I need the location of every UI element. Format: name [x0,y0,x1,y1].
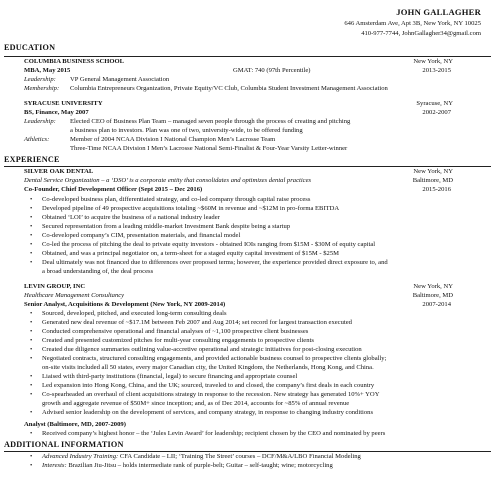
role-title: Senior Analyst, Acquisitions & Development (New York, NY 2009-2014) [24,301,226,308]
bullet-icon: • [30,409,33,416]
athletics-text: Member of 2004 NCAA Division I National Champion Men’s Lacrosse Team [70,136,276,143]
school-name: SYRACUSE UNIVERSITY [24,100,103,107]
company-line [0,167,495,176]
training-text: CFA Candidate – LII; ‘Training The Street’ courses – DCF/M&A/LBO Financial Modeling [119,453,361,460]
education-heading: EDUCATION [4,43,56,52]
company-tagline: Dental Service Organization – a ‘DSO’ is a corporate entity that consolidates and optimizes dental practices [24,177,312,184]
list-item: • Conducted comprehensive operational and financial analyses of ~1,100 prospective client businesses [30,328,309,335]
athletics-text: Three-Time NCAA Division I Men’s Lacrosse National Semi-Finalist & Four-Year Varsity Letter-winner [70,145,348,152]
leadership-line-cont [0,126,495,135]
role-dates: 2015-2016 [422,186,451,193]
leadership-text: Elected CEO of Business Plan Team – managed seven people through the process of creating and pitching [70,118,351,125]
list-item: • Liaised with third-party institutions (financial, legal) to secure financing and appropriate counsel [30,373,298,380]
degree-dates: 2002-2007 [422,109,451,116]
athletics-line [0,135,495,144]
list-item-cont: growth and aggregate revenue of $50M+ since inception; and, as of Dec 2014, accounts for ~85% of annual revenue [42,400,350,407]
school-name: COLUMBIA BUSINESS SCHOOL [24,58,125,65]
leadership-label: Leadership: [24,118,56,125]
phone-email: 410-977-7744, JohnGallagher34@gmail.com [361,30,481,37]
list-item: • Co-developed business plan, differentiated strategy, and co-led company through capital raise process [30,196,311,203]
experience-heading: EXPERIENCE [4,155,60,164]
list-item: • Negotiated contracts, structured consulting engagements, and provided actionable business counsel to prospective clients globally; [30,355,387,362]
bullet-icon: • [30,196,33,203]
degree-dates: 2013-2015 [422,67,451,74]
list-item [0,461,495,470]
interests-label: Interests: [42,462,67,469]
list-item-cont: on-site visits included all 50 states, every major Canadian city, the United Kingdom, the Netherlands, Hong Kong, and China. [42,364,374,371]
list-item: • Co-spearheaded an overhaul of client acquisitions strategy in response to the recession. New strategy has generated 10%+ YOY [30,391,380,398]
list-item: • Advised senior leadership on the development of services, and company strategy, in response to changing industry conditions [30,409,374,416]
bullet-icon: • [30,462,33,469]
list-item: • Secured representation from a leading middle-market Investment Bank despite being a startup [30,223,291,230]
bullet-icon: • [30,346,33,353]
membership-line [0,84,495,93]
bullet-icon: • [30,319,33,326]
bullet-icon: • [30,382,33,389]
bullet-icon: • [30,430,33,437]
degree: BS, Finance, May 2007 [24,109,89,116]
list-item: • Obtained, and was a principal negotiator on, a term-sheet for a staged equity capital investment of $15M - $25M [30,250,339,257]
bullet-icon: • [30,453,33,460]
school-location: Syracuse, NY [416,100,453,107]
company-tagline-line [0,176,495,185]
training-label: Advanced Industry Training: [42,453,119,460]
list-item: • Co-led the process of pitching the deal to private equity investors - obtained IOIs ranging from $15M - $30M of equity capital [30,241,376,248]
athletics-label: Athletics: [24,136,50,143]
leadership-line [0,75,495,84]
list-item: • Obtained ‘LOI’ to acquire the business of a national industry leader [30,214,220,221]
leadership-text: VP General Management Association [70,76,170,83]
role-title: Co-Founder, Chief Development Officer (Sept 2015 – Dec 2016) [24,186,203,193]
list-item: • Received company’s highest honor – the ‘Jules Levin Award’ for leadership; recipient chosen by the CEO and nominated by peers [30,430,386,437]
company-tagline: Healthcare Management Consultancy [24,292,125,299]
list-item: • Co-developed company’s CIM, presentation materials, and financial model [30,232,241,239]
candidate-name: JOHN GALLAGHER [396,7,481,17]
bullet-icon: • [30,355,33,362]
company-location: New York, NY [413,168,453,175]
bullet-icon: • [30,232,33,239]
degree: MBA, May 2015 [24,67,71,74]
list-item: • Developed pipeline of 49 prospective acquisitions totaling ~$60M in revenue and ~$12M in pro-forma EBITDA [30,205,340,212]
list-item: • Deal ultimately was not financed due to differences over proposed terms; however, the experience provided direct exposure to, and [30,259,388,266]
bullet-icon: • [30,205,33,212]
company-tagline-line [0,291,495,300]
role-line [0,420,495,429]
gmat-score: GMAT: 740 (97th Percentile) [233,67,311,74]
degree-line [0,66,495,75]
bullet-icon: • [30,373,33,380]
bullet-icon: • [30,250,33,257]
bullet-icon: • [30,391,33,398]
list-item-cont: a broad understanding of, the deal process [42,268,154,275]
bullet-icon: • [30,337,33,344]
bullet-icon: • [30,259,33,266]
list-item: • Generated new deal revenue of ~$17.1M between Feb 2007 and Aug 2014; set record for largest transaction executed [30,319,352,326]
company-name: LEVIN GROUP, INC [24,283,86,290]
education-entry [0,57,495,66]
bullet-icon: • [30,241,33,248]
role-dates: 2007-2014 [422,301,451,308]
leadership-label: Leadership: [24,76,56,83]
role-line [0,185,495,194]
list-item: • Led expansion into Hong Kong, China, and the UK; sourced, traveled to and closed, the company’s first deals in each country [30,382,375,389]
company-location: New York, NY [413,283,453,290]
bullet-icon: • [30,214,33,221]
bullet-icon: • [30,223,33,230]
role-line [0,300,495,309]
membership-text: Columbia Entrepreneurs Organization, Private Equity/VC Club, Columbia Student Investment Management Association [70,85,388,92]
leadership-text: a business plan to investors. Plan was one of two, university-wide, to be offered funding [70,127,303,134]
education-entry [0,99,495,108]
address: 646 Amsterdam Ave, Apt 3B, New York, NY 10025 [344,20,481,27]
list-item [0,452,495,461]
company-location-2: Baltimore, MD [412,177,453,184]
list-item: • Sourced, developed, pitched, and executed long-term consulting deals [30,310,227,317]
degree-line [0,108,495,117]
athletics-line-cont [0,144,495,153]
role-title: Analyst (Baltimore, MD, 2007-2009) [24,421,126,428]
additional-heading: ADDITIONAL INFORMATION [4,440,124,449]
company-line [0,282,495,291]
list-item: • Created due diligence summaries outlining value-accretive operational and strategic initiatives for post-closing execution [30,346,362,353]
interests-text: Brazilian Jiu-Jitsu – holds intermediate rank of purple-belt; Guitar – self-taught; wine; motorcycling [68,462,333,469]
leadership-line [0,117,495,126]
list-item: • Created and presented customized pitches for multi-year consulting engagements to prospective clients [30,337,314,344]
company-name: SILVER OAK DENTAL [24,168,94,175]
bullet-icon: • [30,328,33,335]
bullet-icon: • [30,310,33,317]
school-location: New York, NY [413,58,453,65]
membership-label: Membership: [24,85,60,92]
company-location-2: Baltimore, MD [412,292,453,299]
